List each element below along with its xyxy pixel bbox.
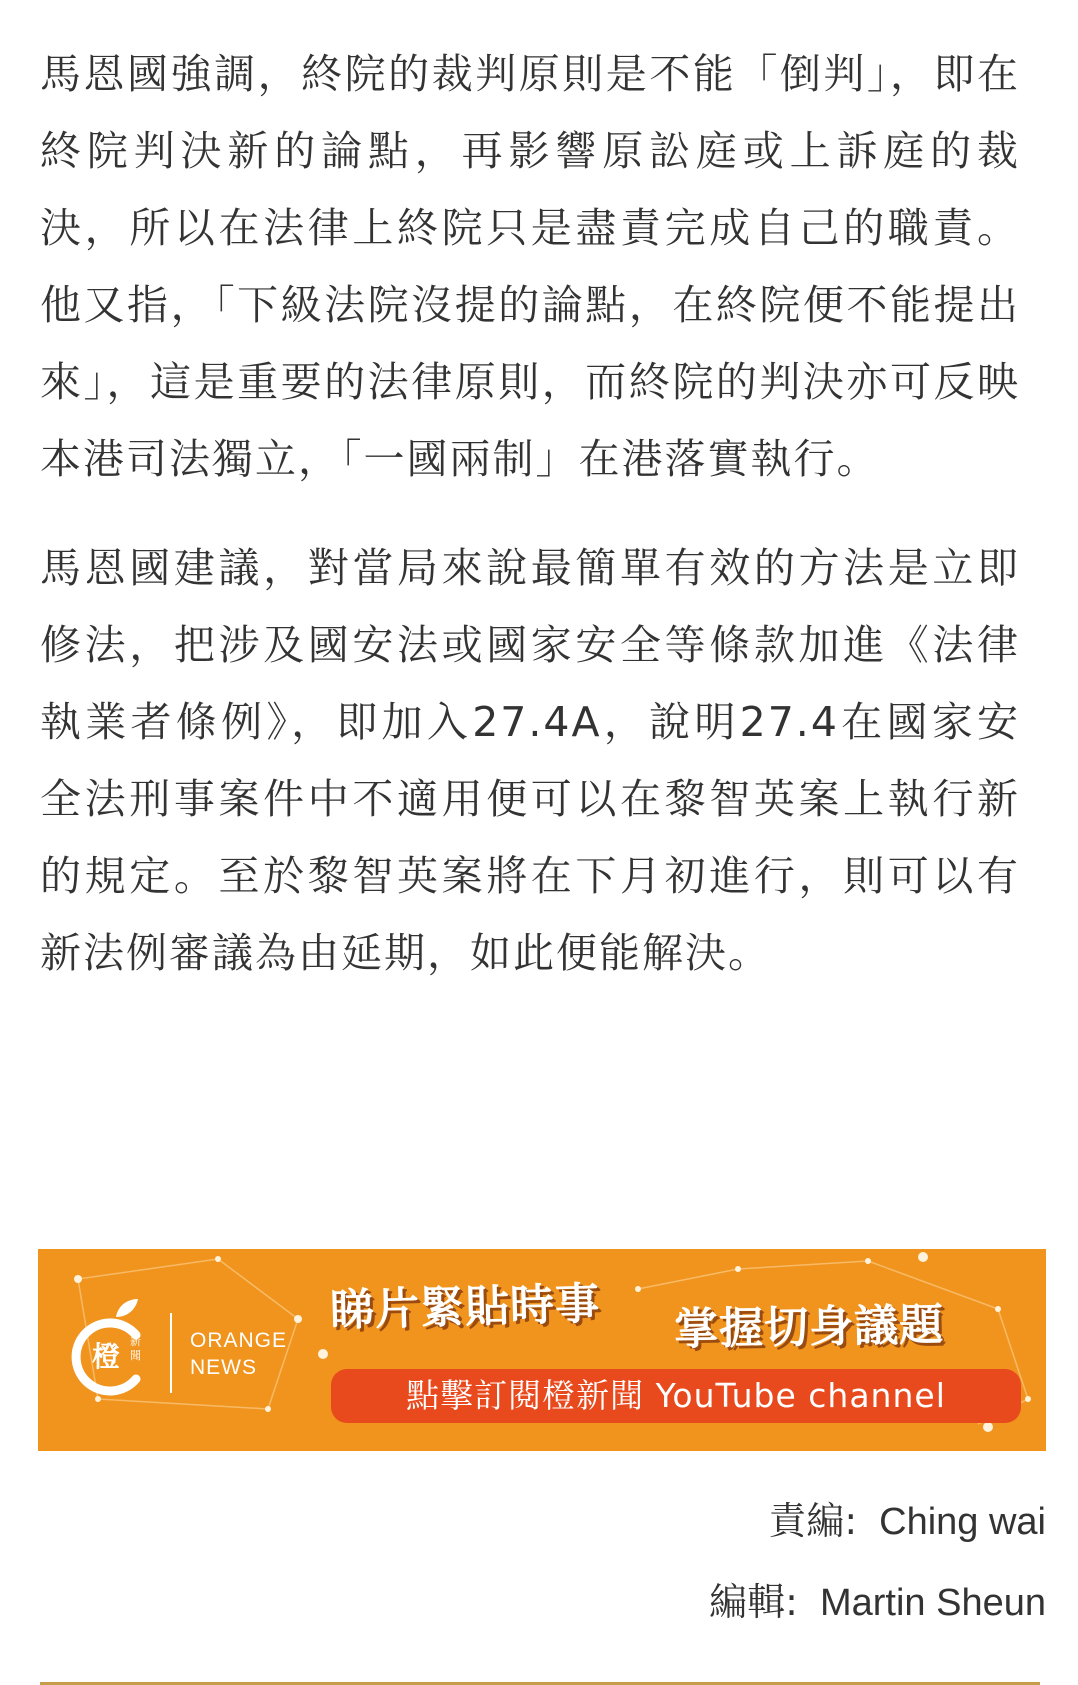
logo-wordmark-line2: NEWS	[190, 1356, 257, 1379]
editor-label: 責編:	[768, 1499, 858, 1543]
logo-wordmark-line1: ORANGE	[190, 1329, 288, 1352]
copyeditor-name: Martin Sheun	[819, 1582, 1046, 1624]
logo-character: 橙	[92, 1340, 121, 1373]
copyeditor-credit	[709, 1579, 1046, 1626]
logo-wordmark	[190, 1327, 287, 1381]
editor-credit	[768, 1498, 1046, 1545]
youtube-subscribe-banner[interactable]	[38, 1249, 1046, 1451]
subscribe-cta-button[interactable]: 點擊訂閱橙新聞 YouTube channel	[331, 1369, 1021, 1423]
logo-divider	[170, 1313, 172, 1393]
copyeditor-label: 編輯:	[709, 1580, 798, 1624]
leaf-icon	[114, 1297, 140, 1319]
article-body	[40, 36, 1020, 992]
banner-headline-1: 睇片緊貼時事	[329, 1278, 601, 1337]
logo-subtext: 新聞	[130, 1335, 141, 1362]
article-paragraph: 馬恩國強調，終院的裁判原則是不能「倒判」，即在終院判決新的論點，再影響原訟庭或上訴庭的裁決，所以在法律上終院只是盡責完成自己的職責。他又指，「下級法院沒提的論點，在終院便不能提出來」，這是重要的法律原則，而終院的判決亦可反映本港司法獨立，「一國兩制」在港落實執行。	[40, 50, 1020, 483]
banner-headline-2: 掌握切身議題	[673, 1299, 945, 1356]
editor-name: Ching wai	[879, 1501, 1046, 1543]
orange-news-logo	[70, 1297, 310, 1407]
article-paragraph: 馬恩國建議，對當局來說最簡單有效的方法是立即修法，把涉及國安法或國家安全等條款加進《法律執業者條例》，即加入27.4A，說明27.4在國家安全法刑事案件中不適用便可以在黎智英案上執行新的規定。至於黎智英案將在下月初進行，則可以有新法例審議為由延期，如此便能解決。	[40, 544, 1020, 977]
